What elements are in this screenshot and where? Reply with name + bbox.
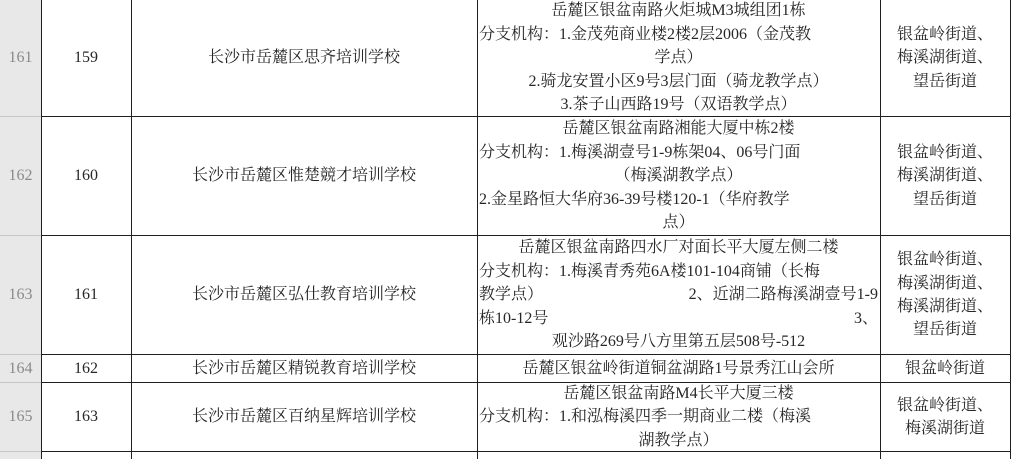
grid-vline [131,0,132,459]
address-line: 观沙路269号八方里第五层508号-512 [551,333,806,351]
street-line: 银盆岭街道、 [896,143,993,161]
address-cell [477,383,880,451]
streets-cell [880,383,1010,451]
address-line-left: 栋10-12号 [479,309,549,327]
street-line: 梅溪湖街道、 [896,298,993,315]
street-line: 梅溪湖街道、 [896,167,993,185]
grid-vline [41,0,42,459]
gutter-row-number: 163 [0,236,41,355]
gutter-partial-row [0,452,41,459]
grid-vline [477,0,478,459]
sequence-number-cell: 159 [74,49,98,67]
address-line: 分支机构：1.梅溪湖壹号1-9栋架04、06号门面 [479,143,801,161]
address-line: （梅溪湖教学点） [614,167,743,185]
table-row [41,0,1010,117]
street-line: 望岳街道 [912,190,977,208]
address-line: 岳麓区银盆南路火炬城M3城组团1栋 [551,2,806,20]
street-line: 梅溪湖街道、 [896,49,993,67]
street-line: 梅溪湖街道 [904,420,985,437]
address-line: 分支机构：1.梅溪青秀苑6A楼101-104商铺（长梅 [479,262,820,280]
street-line: 银盆岭街道、 [896,251,993,269]
address-cell [477,0,880,116]
school-name-cell: 长沙市岳麓区百纳星辉培训学校 [191,408,416,426]
table-row [41,355,1010,383]
training-schools-table [41,0,1010,452]
gutter-row-number: 165 [0,383,41,452]
street-line: 望岳街道 [912,72,977,90]
address-line: 分支机构：1.和泓梅溪四季一期商业二楼（梅溪 [479,408,812,426]
gutter-row-number: 162 [0,117,41,236]
gutter-row-number: 164 [0,355,41,383]
table-row [41,236,1010,355]
streets-cell [880,0,1010,116]
street-line: 银盆岭街道、 [896,25,993,43]
street-line: 银盆岭街道 [904,359,985,377]
gutter-row-number: 161 [0,0,41,117]
address-cell [477,355,880,382]
address-line [479,307,878,330]
address-cell [477,236,880,354]
school-name-cell: 长沙市岳麓区思齐培训学校 [207,49,400,67]
address-line-left: 教学点） [479,286,544,304]
streets-cell [880,236,1010,354]
address-line: 学点） [654,49,703,67]
row-number-gutter [0,0,41,459]
school-name-cell: 长沙市岳麓区精锐教育培训学校 [191,359,416,377]
address-line: 岳麓区银盆岭街道铜盆湖路1号景秀江山会所 [522,359,835,377]
address-line: 分支机构：1.金茂苑商业楼2楼2层2006（金茂教 [479,25,812,43]
streets-cell [880,117,1010,235]
address-line: 岳麓区银盆南路M4长平大厦三楼 [563,384,794,402]
address-line: 2.骑龙安置小区9号3层门面（骑龙教学点） [528,72,829,90]
street-line: 梅溪湖街道、 [896,274,993,292]
address-line: 湖教学点） [638,431,719,449]
streets-cell [880,355,1010,382]
grid-vline [1010,0,1011,459]
table-row [41,117,1010,236]
school-name-cell: 长沙市岳麓区弘仕教育培训学校 [191,286,416,304]
address-line: 点） [662,214,695,232]
address-line-right: 3、 [853,309,878,327]
table-row [41,383,1010,452]
school-name-cell: 长沙市岳麓区惟楚競才培训学校 [191,167,416,185]
address-line: 2.金星路恒大华府36-39号楼120-1（华府教学 [479,190,790,208]
sequence-number-cell: 163 [74,408,98,426]
street-line: 银盆岭街道、 [896,396,993,414]
grid-vline [880,0,881,459]
address-line: 3.茶子山西路19号（双语教学点） [560,96,797,114]
address-cell [477,117,880,235]
address-line: 岳麓区银盆南路湘能大厦中栋2楼 [562,120,795,138]
sequence-number-cell: 161 [74,286,98,304]
street-line: 望岳街道 [912,321,977,339]
sequence-number-cell: 162 [74,359,98,377]
address-line-right: 2、近湖二路梅溪湖壹号1-9 [688,286,878,304]
sequence-number-cell: 160 [74,167,98,185]
address-line: 岳麓区银盆南路四水厂对面长平大厦左侧二楼 [518,239,839,257]
address-line [479,283,878,306]
